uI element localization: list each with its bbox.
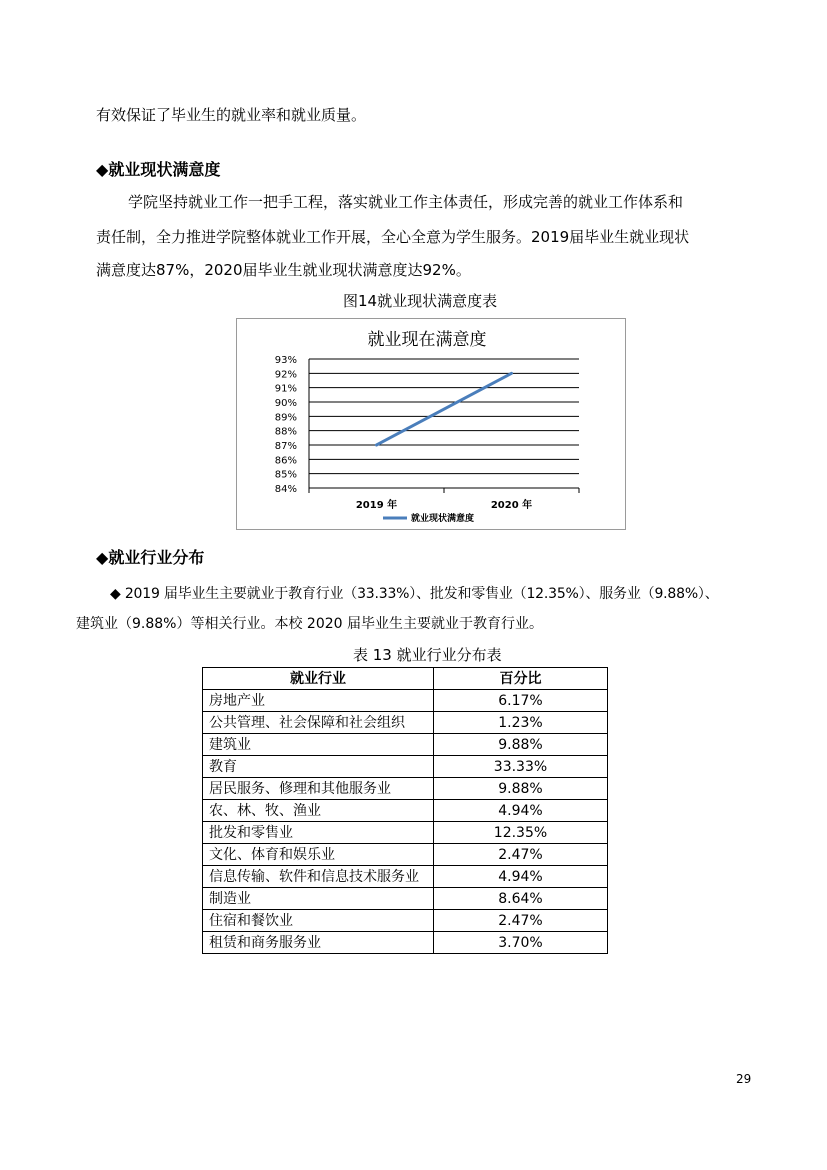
satisfaction-chart — [236, 318, 626, 530]
paragraph-line: 建筑业（9.88%）等相关行业。本校 2020 届毕业生主要就业于教育行业。 — [76, 616, 544, 632]
table-row — [203, 932, 608, 954]
x-tick-label: 2019 年 — [355, 500, 398, 511]
y-tick-label: 93% — [274, 355, 297, 366]
percent-cell: 8.64% — [434, 888, 608, 910]
industry-table — [202, 667, 608, 954]
industry-cell: 批发和零售业 — [203, 822, 434, 844]
table-row — [203, 844, 608, 866]
percent-cell: 2.47% — [434, 844, 608, 866]
industry-cell: 居民服务、修理和其他服务业 — [203, 778, 434, 800]
y-tick-label: 86% — [274, 455, 297, 467]
table-row — [203, 888, 608, 910]
chart-canvas — [237, 319, 627, 531]
industry-cell: 建筑业 — [203, 734, 434, 756]
industry-cell: 制造业 — [203, 888, 434, 910]
chart-title: 就业现在满意度 — [367, 330, 487, 350]
industry-cell: 文化、体育和娱乐业 — [203, 844, 434, 866]
series-line — [377, 373, 512, 445]
paragraph-line: ◆ 2019 届毕业生主要就业于教育行业（33.33%）、批发和零售业（12.35%）、服务业（9.88%）、 — [110, 586, 719, 602]
section-title: 就业现状满意度 — [108, 160, 221, 179]
industry-cell: 公共管理、社会保障和社会组织 — [203, 712, 434, 734]
industry-cell: 房地产业 — [203, 690, 434, 712]
percent-cell: 12.35% — [434, 822, 608, 844]
diamond-bullet-icon: ◆ — [96, 160, 109, 179]
column-header-industry: 就业行业 — [203, 668, 434, 690]
section-heading-industry — [96, 548, 204, 568]
industry-cell: 教育 — [203, 756, 434, 778]
diamond-bullet-icon: ◆ — [96, 548, 109, 567]
y-tick-label: 91% — [274, 383, 297, 395]
x-tick-label: 2020 年 — [490, 500, 533, 511]
percent-cell: 33.33% — [434, 756, 608, 778]
paragraph-line: 责任制，全力推进学院整体就业工作开展，全心全意为学生服务。2019届毕业生就业现状 — [96, 228, 690, 246]
table-row — [203, 734, 608, 756]
page-number: 29 — [736, 1072, 752, 1086]
percent-cell: 9.88% — [434, 778, 608, 800]
table-header-row — [203, 668, 608, 690]
industry-cell: 农、林、牧、渔业 — [203, 800, 434, 822]
table-row — [203, 756, 608, 778]
legend-label: 就业现状满意度 — [411, 514, 475, 524]
industry-cell: 信息传输、软件和信息技术服务业 — [203, 866, 434, 888]
y-tick-label: 90% — [274, 398, 297, 409]
table-caption: 表 13 就业行业分布表 — [353, 646, 502, 664]
percent-cell: 2.47% — [434, 910, 608, 932]
percent-cell: 9.88% — [434, 734, 608, 756]
y-tick-label: 88% — [274, 426, 297, 438]
table-row — [203, 712, 608, 734]
intro-line: 有效保证了毕业生的就业率和就业质量。 — [96, 106, 367, 124]
table-row — [203, 690, 608, 712]
table-row — [203, 866, 608, 888]
paragraph-line: 满意度达87%，2020届毕业生就业现状满意度达92%。 — [96, 261, 471, 279]
table-row — [203, 910, 608, 932]
percent-cell: 4.94% — [434, 866, 608, 888]
percent-cell: 6.17% — [434, 690, 608, 712]
table-row — [203, 778, 608, 800]
y-tick-label: 92% — [274, 369, 297, 381]
percent-cell: 3.70% — [434, 932, 608, 954]
table-row — [203, 800, 608, 822]
column-header-percent: 百分比 — [434, 668, 608, 690]
table-row — [203, 822, 608, 844]
figure-caption: 图14就业现状满意度表 — [343, 292, 498, 310]
percent-cell: 1.23% — [434, 712, 608, 734]
y-tick-label: 84% — [274, 484, 297, 495]
section-title: 就业行业分布 — [108, 548, 205, 567]
section-heading-satisfaction — [96, 160, 220, 180]
y-tick-label: 89% — [274, 412, 297, 424]
y-tick-label: 87% — [274, 441, 297, 452]
industry-cell: 租赁和商务服务业 — [203, 932, 434, 954]
industry-cell: 住宿和餐饮业 — [203, 910, 434, 932]
paragraph-line: 学院坚持就业工作一把手工程，落实就业工作主体责任，形成完善的就业工作体系和 — [128, 193, 684, 211]
percent-cell: 4.94% — [434, 800, 608, 822]
y-tick-label: 85% — [274, 469, 297, 481]
